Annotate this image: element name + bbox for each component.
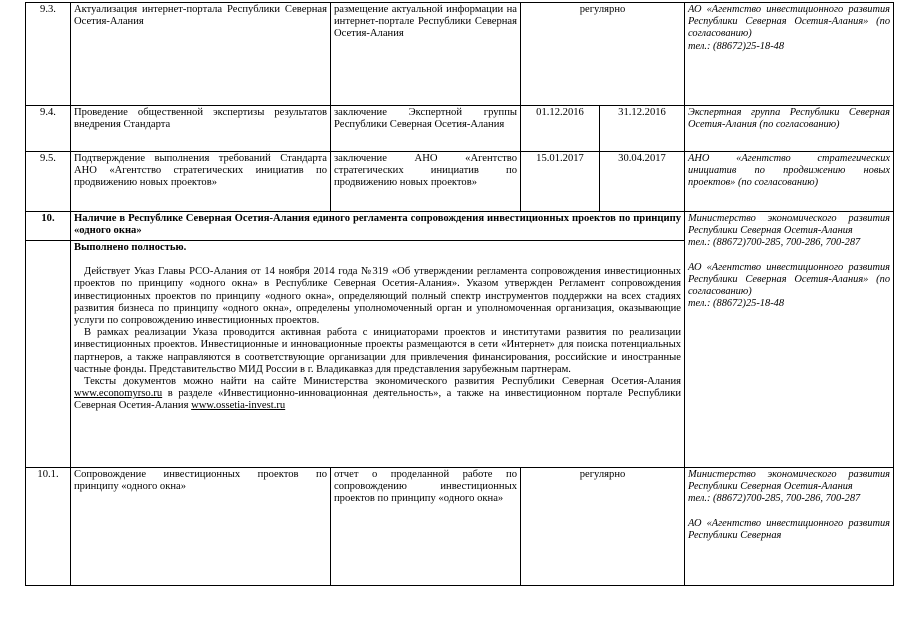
paragraph: В рамках реализации Указа проводится активная работа с инициаторами проектов и институтами развития по реализации инвестиционных проектов. Инвестиционные и инновационные проекты размещаются в сети «Интернет» для поиска потенциальных партнеров, а также направляются в соответствующие организации для привлечения финансирования, российские и иностранные частные фонды. Представительство МИД России в г. Владикавказ для представления зарубежным партнерам. [74, 327, 682, 375]
section-body [71, 241, 685, 468]
responsible-org: АО «Агентство инвестиционного развития Республики Северная [688, 517, 891, 541]
responsible-cell [685, 468, 894, 586]
period-cell: регулярно [521, 3, 685, 106]
start-date-cell: 01.12.2016 [521, 106, 600, 152]
end-date-cell: 31.12.2016 [600, 106, 685, 152]
end-date-cell: 30.04.2017 [600, 152, 685, 212]
section-responsible-cell [685, 212, 894, 468]
start-date-cell: 15.01.2017 [521, 152, 600, 212]
responsible-org: Министерство экономического развития Республики Северная Осетия-Алания [688, 213, 891, 237]
row-number: 9.3. [26, 3, 71, 106]
economyrso-link[interactable]: www.economyrso.ru [74, 388, 163, 400]
responsible-org: АО «Агентство инвестиционного развития Республики Северная Осетия-Алания» (по согласованию) [688, 261, 891, 298]
paragraph: Действует Указ Главы РСО-Алания от 14 ноября 2014 года №319 «Об утверждении регламента сопровождения инвестиционных проектов по принципу «одного окна» в Республике Северная Осетия-Алания». Указом утвержден Регламент сопровождения инвестиционных проектов по принципу «одного окна», определяющий полный спектр инструментов поддержки на всех стадиях развития бизнеса по принципу «одного окна», определены уполномоченный орган и уполномоченная организация, оказывающие услуги по сопровождению инвестиционных проектов. [74, 266, 682, 327]
responsible-cell: Экспертная группа Республики Северная Осетия-Алания (по согласованию) [685, 106, 894, 152]
responsible-phone: тел.: (88672)700-285, 700-286, 700-287 [688, 237, 861, 249]
action-cell: Актуализация интернет-портала Республики Северная Осетия-Алания [71, 3, 331, 106]
responsible-phone: тел.: (88672)700-285, 700-286, 700-287 [688, 493, 861, 505]
action-cell: Проведение общественной экспертизы результатов внедрения Стандарта [71, 106, 331, 152]
row-number: 9.5. [26, 152, 71, 212]
table-row [26, 152, 894, 212]
result-cell: заключение Экспертной группы Республики Северная Осетия-Алания [331, 106, 521, 152]
action-cell: Подтверждение выполнения требований Стандарта АНО «Агентство стратегических инициатив по продвижению новых проектов» [71, 152, 331, 212]
responsible-phone: тел.: (88672)25-18-48 [688, 40, 785, 52]
row-number: 9.4. [26, 106, 71, 152]
result-cell: заключение АНО «Агентство стратегических инициатив по продвижению новых проектов» [331, 152, 521, 212]
action-plan-table [25, 2, 894, 586]
section-title: Наличие в Республике Северная Осетия-Алания единого регламента сопровождения инвестиционных проектов по принципу «одного окна» [71, 212, 685, 241]
responsible-org: Министерство экономического развития Республики Северная Осетия-Алания [688, 469, 891, 493]
section-number: 10. [26, 212, 71, 241]
responsible-phone: тел.: (88672)25-18-48 [688, 298, 785, 310]
responsible-cell [685, 3, 894, 106]
links-paragraph: Тексты документов можно найти на сайте Министерства экономического развития Республики Северная Осетия-Алания www.economyrso.ru в разделе «Инвестиционно-инновационная деятельность», а также на инвестиционном портале Республики Северная Осетия-Алания www.ossetia-invest.ru [74, 376, 682, 412]
period-cell: регулярно [521, 468, 685, 586]
ossetia-invest-link[interactable]: www.ossetia-invest.ru [191, 400, 286, 412]
result-cell: отчет о проделанной работе по сопровождению инвестиционных проектов по принципу «одного окна» [331, 468, 521, 586]
action-cell: Сопровождение инвестиционных проектов по принципу «одного окна» [71, 468, 331, 586]
result-cell: размещение актуальной информации на интернет-портале Республики Северная Осетия-Алания [331, 3, 521, 106]
table-row [26, 3, 894, 106]
responsible-org: АО «Агентство инвестиционного развития Республики Северная Осетия-Алания» (по согласованию) [688, 4, 891, 40]
responsible-cell: АНО «Агентство стратегических инициатив по продвижению новых проектов» (по согласованию) [685, 152, 894, 212]
row-number: 10.1. [26, 468, 71, 586]
section-header-row [26, 212, 894, 241]
table-row [26, 468, 894, 586]
table-row [26, 106, 894, 152]
status-text: Выполнено полностью. [74, 242, 187, 253]
